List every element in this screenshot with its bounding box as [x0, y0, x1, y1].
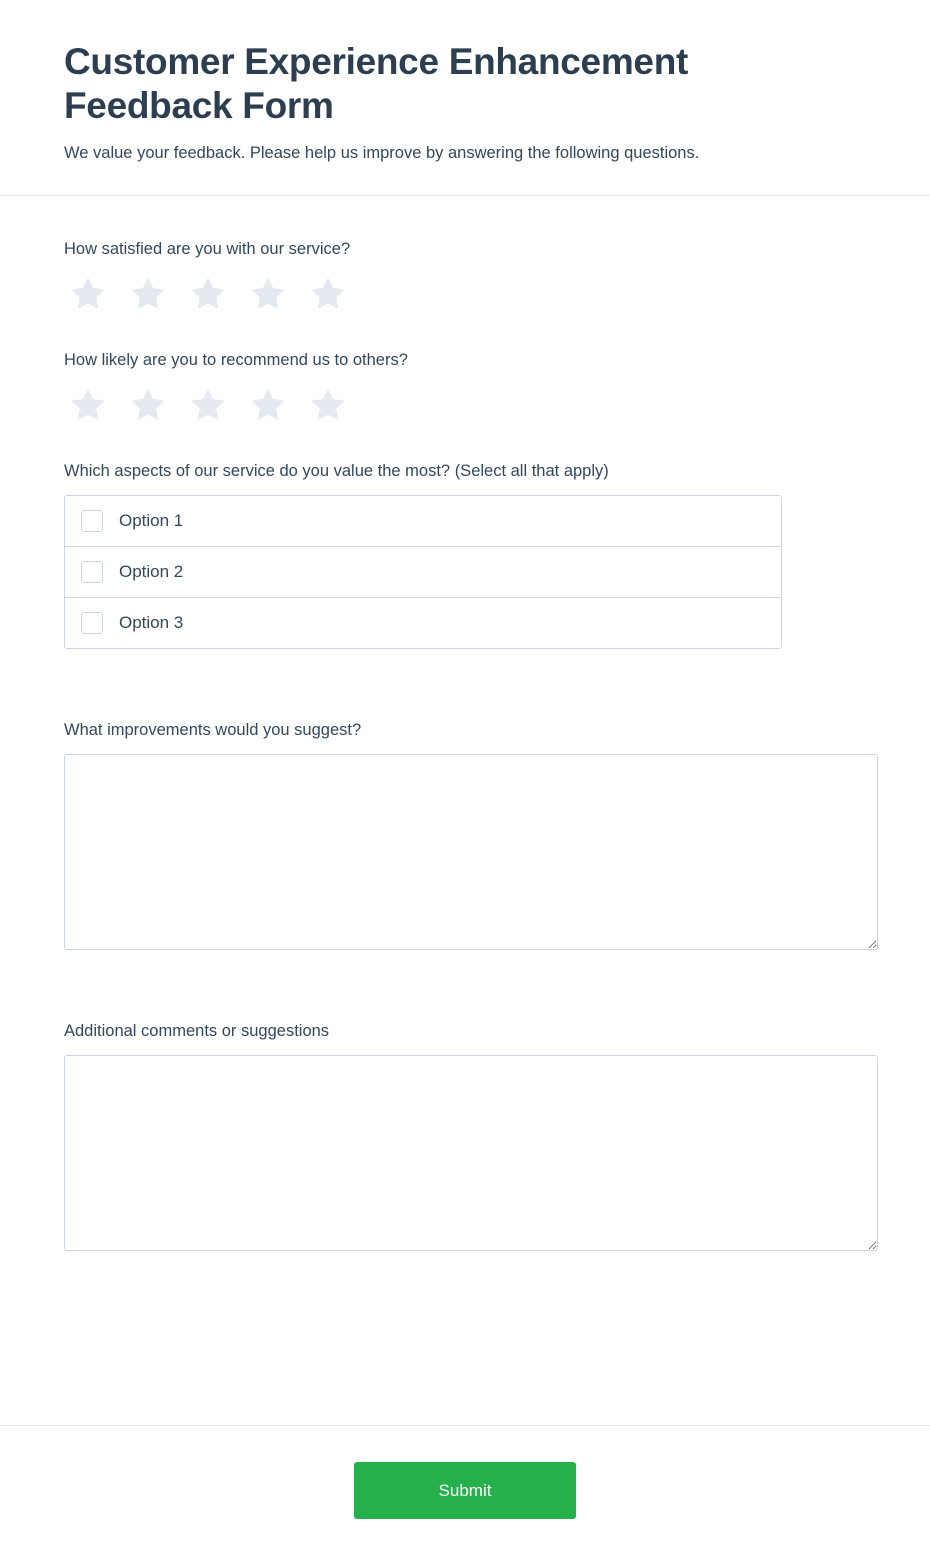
star-icon[interactable] [126, 273, 170, 315]
star-icon[interactable] [306, 384, 350, 426]
checkbox-icon[interactable] [81, 561, 103, 583]
form-header [0, 0, 930, 196]
star-icon[interactable] [246, 384, 290, 426]
form-subtitle: We value your feedback. Please help us improve by answering the following questions. [64, 144, 700, 163]
list-item[interactable] [65, 547, 781, 598]
submit-button[interactable]: Submit [354, 1462, 576, 1519]
star-icon[interactable] [186, 273, 230, 315]
field-recommend [64, 349, 866, 426]
form-footer [0, 1425, 930, 1559]
star-icon[interactable] [126, 384, 170, 426]
comments-label: Additional comments or suggestions [64, 1022, 330, 1041]
comments-textarea[interactable] [64, 1055, 878, 1251]
star-icon[interactable] [306, 273, 350, 315]
checkbox-icon[interactable] [81, 510, 103, 532]
star-icon[interactable] [186, 384, 230, 426]
spacer [64, 683, 866, 719]
list-item[interactable] [65, 598, 781, 648]
field-aspects [64, 460, 866, 649]
checkbox-label: Option 3 [119, 612, 184, 632]
checkbox-icon[interactable] [81, 612, 103, 634]
checkbox-label: Option 2 [119, 561, 184, 581]
form-body [0, 196, 930, 1425]
field-comments [64, 1020, 866, 1251]
aspects-label: Which aspects of our service do you value the most? (Select all that apply) [64, 462, 609, 481]
recommend-label: How likely are you to recommend us to others? [64, 350, 408, 369]
field-improvements [64, 719, 866, 950]
star-icon[interactable] [66, 384, 110, 426]
star-icon[interactable] [66, 273, 110, 315]
improvements-label: What improvements would you suggest? [64, 721, 362, 740]
spacer [64, 984, 866, 1020]
satisfaction-label: How satisfied are you with our service? [64, 239, 351, 258]
checkbox-label: Option 1 [119, 510, 184, 530]
recommend-star-rating[interactable] [66, 384, 866, 426]
list-item[interactable] [65, 496, 781, 547]
field-satisfaction [64, 238, 866, 315]
star-icon[interactable] [246, 273, 290, 315]
satisfaction-star-rating[interactable] [66, 273, 866, 315]
improvements-textarea[interactable] [64, 754, 878, 950]
page-title: Customer Experience Enhancement Feedback Form [64, 41, 689, 126]
aspects-checkbox-group [64, 495, 782, 649]
